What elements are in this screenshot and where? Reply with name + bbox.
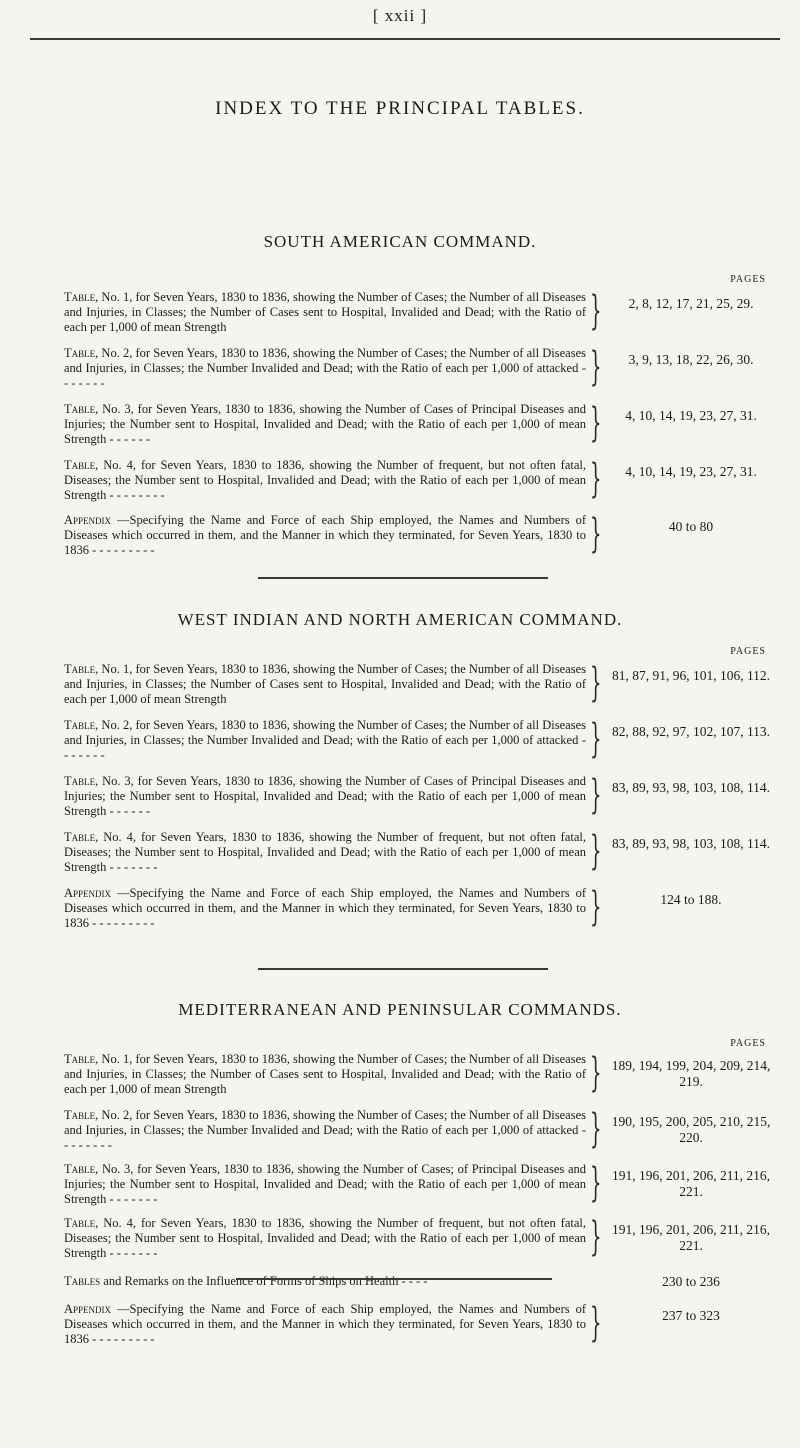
brace-icon: } (590, 1160, 602, 1206)
page-number: [ xxii ] (372, 6, 428, 25)
brace-icon: } (590, 828, 602, 874)
brace-icon: } (590, 660, 602, 706)
entry-lead: Table, (64, 1216, 99, 1230)
entry-description (64, 886, 586, 931)
entry-text: No. 2, for Seven Years, 1830 to 1836, showing the Number of Cases; the Number of all Diseases and Injuries, in Classes; the Number Invalided and Dead; with the Ratio of each per 1,000 of attacked - - - - - - - - (64, 1108, 586, 1152)
entry-text: No. 4, for Seven Years, 1830 to 1836, showing the Number of frequent, but not often fatal, Diseases; the Number sent to Hospital, Invalided and Dead; with the Ratio of each per 1,000 of mean Strength - - - - - - - (64, 830, 586, 874)
entry-pages: 83, 89, 93, 98, 103, 108, 114. (611, 780, 771, 795)
entry-text: No. 2, for Seven Years, 1830 to 1836, showing the Number of Cases; the Number of all Diseases and Injuries, in Classes; the Number Invalided and Dead; with the Ratio of each per 1,000 of attacked - - - - - - - (64, 718, 586, 762)
entry-description (64, 458, 586, 503)
entry-description (64, 1162, 586, 1207)
section-title: SOUTH AMERICAN COMMAND. (263, 232, 537, 251)
brace-icon: } (590, 400, 602, 446)
entry-description (64, 346, 586, 391)
brace-icon: } (590, 456, 602, 502)
entry-pages: 40 to 80 (668, 519, 714, 534)
entry-description (64, 1274, 586, 1289)
entry-lead: Appendix (64, 886, 112, 900)
entry-description (64, 662, 586, 707)
entry-text: and Remarks on the Influence of Forms of Ships on Health - - - - (100, 1274, 428, 1288)
entry-text: —Specifying the Name and Force of each Ship employed, the Names and Numbers of Diseases which occurred in them, and the Manner in which they terminated, for Seven Years, 1830 to 1836 - - - - - - - - - (64, 886, 586, 930)
entry-text: No. 1, for Seven Years, 1830 to 1836, showing the Number of Cases; the Number of all Diseases and Injuries, in Classes; the Number of Cases sent to Hospital, Invalided and Dead; with the Ratio of each per 1,000 of mean Strength (64, 290, 586, 334)
entry-lead: Appendix (64, 513, 112, 527)
entry-description (64, 513, 586, 558)
entry-lead: Table, (64, 346, 99, 360)
section-divider (258, 577, 548, 579)
entry-lead: Appendix (64, 1302, 112, 1316)
brace-icon: } (590, 511, 602, 557)
entry-description (64, 718, 586, 763)
brace-icon: } (590, 1050, 602, 1096)
entry-description (64, 290, 586, 335)
entry-text: —Specifying the Name and Force of each Ship employed, the Names and Numbers of Diseases which occurred in them, and the Manner in which they terminated, for Seven Years, 1830 to 1836 - - - - - - - - - (64, 513, 586, 557)
pages-header: PAGES (730, 1038, 766, 1049)
entry-pages: 4, 10, 14, 19, 23, 27, 31. (625, 464, 757, 479)
entry-lead: Tables (64, 1274, 101, 1288)
entry-pages: 230 to 236 (662, 1274, 720, 1289)
entry-text: No. 4, for Seven Years, 1830 to 1836, showing the Number of frequent, but not often fatal, Diseases; the Number sent to Hospital, Invalided and Dead; with the Ratio of each per 1,000 of mean Strength - - - - - - - (64, 1216, 586, 1260)
index-title: INDEX TO THE PRINCIPAL TABLES. (215, 98, 585, 119)
entry-text: No. 3, for Seven Years, 1830 to 1836, showing the Number of Cases of Principal Diseases and Injuries; the Number sent to Hospital, Invalided and Dead; with the Ratio of each per 1,000 of mean Strength - - - - - - (64, 402, 586, 446)
section-west-indian (64, 610, 774, 930)
brace-icon: } (590, 884, 602, 930)
brace-icon: } (590, 288, 602, 334)
entry-lead: Table, (64, 1052, 99, 1066)
entry-lead: Table, (64, 830, 99, 844)
closing-rule (236, 1278, 552, 1280)
section-title: WEST INDIAN AND NORTH AMERICAN COMMAND. (177, 610, 623, 629)
entry-lead: Table, (64, 662, 99, 676)
entry-lead: Table, (64, 290, 99, 304)
entry-text: —Specifying the Name and Force of each Ship employed, the Names and Numbers of Diseases which occurred in them, and the Manner in which they terminated, for Seven Years, 1830 to 1836 - - - - - - - - - (64, 1302, 586, 1346)
entry-text: No. 3, for Seven Years, 1830 to 1836, showing the Number of Cases of Principal Diseases and Injuries; the Number sent to Hospital, Invalided and Dead; with the Ratio of each per 1,000 of mean Strength - - - - - - (64, 774, 586, 818)
entry-text: No. 3, for Seven Years, 1830 to 1836, showing the Number of Cases; of Principal Diseases and Injuries; the Number sent to Hospital, Invalided and Dead; with the Ratio of each per 1,000 of mean Strength - - - - - - - (64, 1162, 586, 1206)
entry-pages: 81, 87, 91, 96, 101, 106, 112. (611, 668, 771, 683)
brace-icon: } (590, 1214, 602, 1260)
entry-text: No. 1, for Seven Years, 1830 to 1836, showing the Number of Cases; the Number of all Diseases and Injuries, in Classes; the Number of Cases sent to Hospital, Invalided and Dead; with the Ratio of each per 1,000 of mean Strength (64, 1052, 586, 1096)
entry-pages: 83, 89, 93, 98, 103, 108, 114. (611, 836, 771, 851)
entry-text: No. 1, for Seven Years, 1830 to 1836, showing the Number of Cases; the Number of all Diseases and Injuries, in Classes; the Number of Cases sent to Hospital, Invalided and Dead; with the Ratio of each per 1,000 of mean Strength (64, 662, 586, 706)
entry-pages: 191, 196, 201, 206, 211, 216, 221. (611, 1168, 771, 1199)
entry-pages: 4, 10, 14, 19, 23, 27, 31. (625, 408, 757, 423)
entry-pages: 190, 195, 200, 205, 210, 215, 220. (611, 1114, 771, 1145)
entry-pages: 124 to 188. (660, 892, 722, 907)
section-title: MEDITERRANEAN AND PENINSULAR COMMANDS. (178, 1000, 622, 1019)
entry-text: No. 4, for Seven Years, 1830 to 1836, showing the Number of frequent, but not often fatal, Diseases; the Number sent to Hospital, Invalided and Dead; with the Ratio of each per 1,000 of mean Strength - - - - - - - - (64, 458, 586, 502)
entry-description (64, 1302, 586, 1347)
entry-lead: Table, (64, 1108, 99, 1122)
entry-description (64, 774, 586, 819)
brace-icon: } (590, 1300, 602, 1346)
entry-description (64, 830, 586, 875)
section-south-american (64, 232, 774, 557)
entry-description (64, 1216, 586, 1261)
entry-pages: 189, 194, 199, 204, 209, 214, 219. (611, 1058, 771, 1089)
entry-pages: 191, 196, 201, 206, 211, 216, 221. (611, 1222, 771, 1253)
entry-lead: Table, (64, 1162, 99, 1176)
top-rule (30, 38, 780, 40)
entry-description (64, 1108, 586, 1153)
brace-icon: } (590, 772, 602, 818)
section-mediterranean (64, 1000, 774, 1346)
entry-description (64, 1052, 586, 1097)
section-divider (258, 968, 548, 970)
entry-text: No. 2, for Seven Years, 1830 to 1836, showing the Number of Cases; the Number of all Diseases and Injuries, in Classes; the Number Invalided and Dead; with the Ratio of each per 1,000 of attacked - - - - - - - (64, 346, 586, 390)
entry-pages: 3, 9, 13, 18, 22, 26, 30. (628, 352, 754, 367)
entry-pages: 82, 88, 92, 97, 102, 107, 113. (611, 724, 771, 739)
entry-lead: Table, (64, 402, 99, 416)
entry-lead: Table, (64, 774, 99, 788)
brace-icon: } (590, 1106, 602, 1152)
entry-lead: Table, (64, 718, 99, 732)
brace-icon: } (590, 716, 602, 762)
pages-header: PAGES (730, 274, 766, 285)
entry-pages: 237 to 323 (662, 1308, 720, 1323)
brace-icon: } (590, 344, 602, 390)
pages-header: PAGES (730, 646, 766, 657)
entry-lead: Table, (64, 458, 99, 472)
entry-pages: 2, 8, 12, 17, 21, 25, 29. (628, 296, 754, 311)
entry-description (64, 402, 586, 447)
